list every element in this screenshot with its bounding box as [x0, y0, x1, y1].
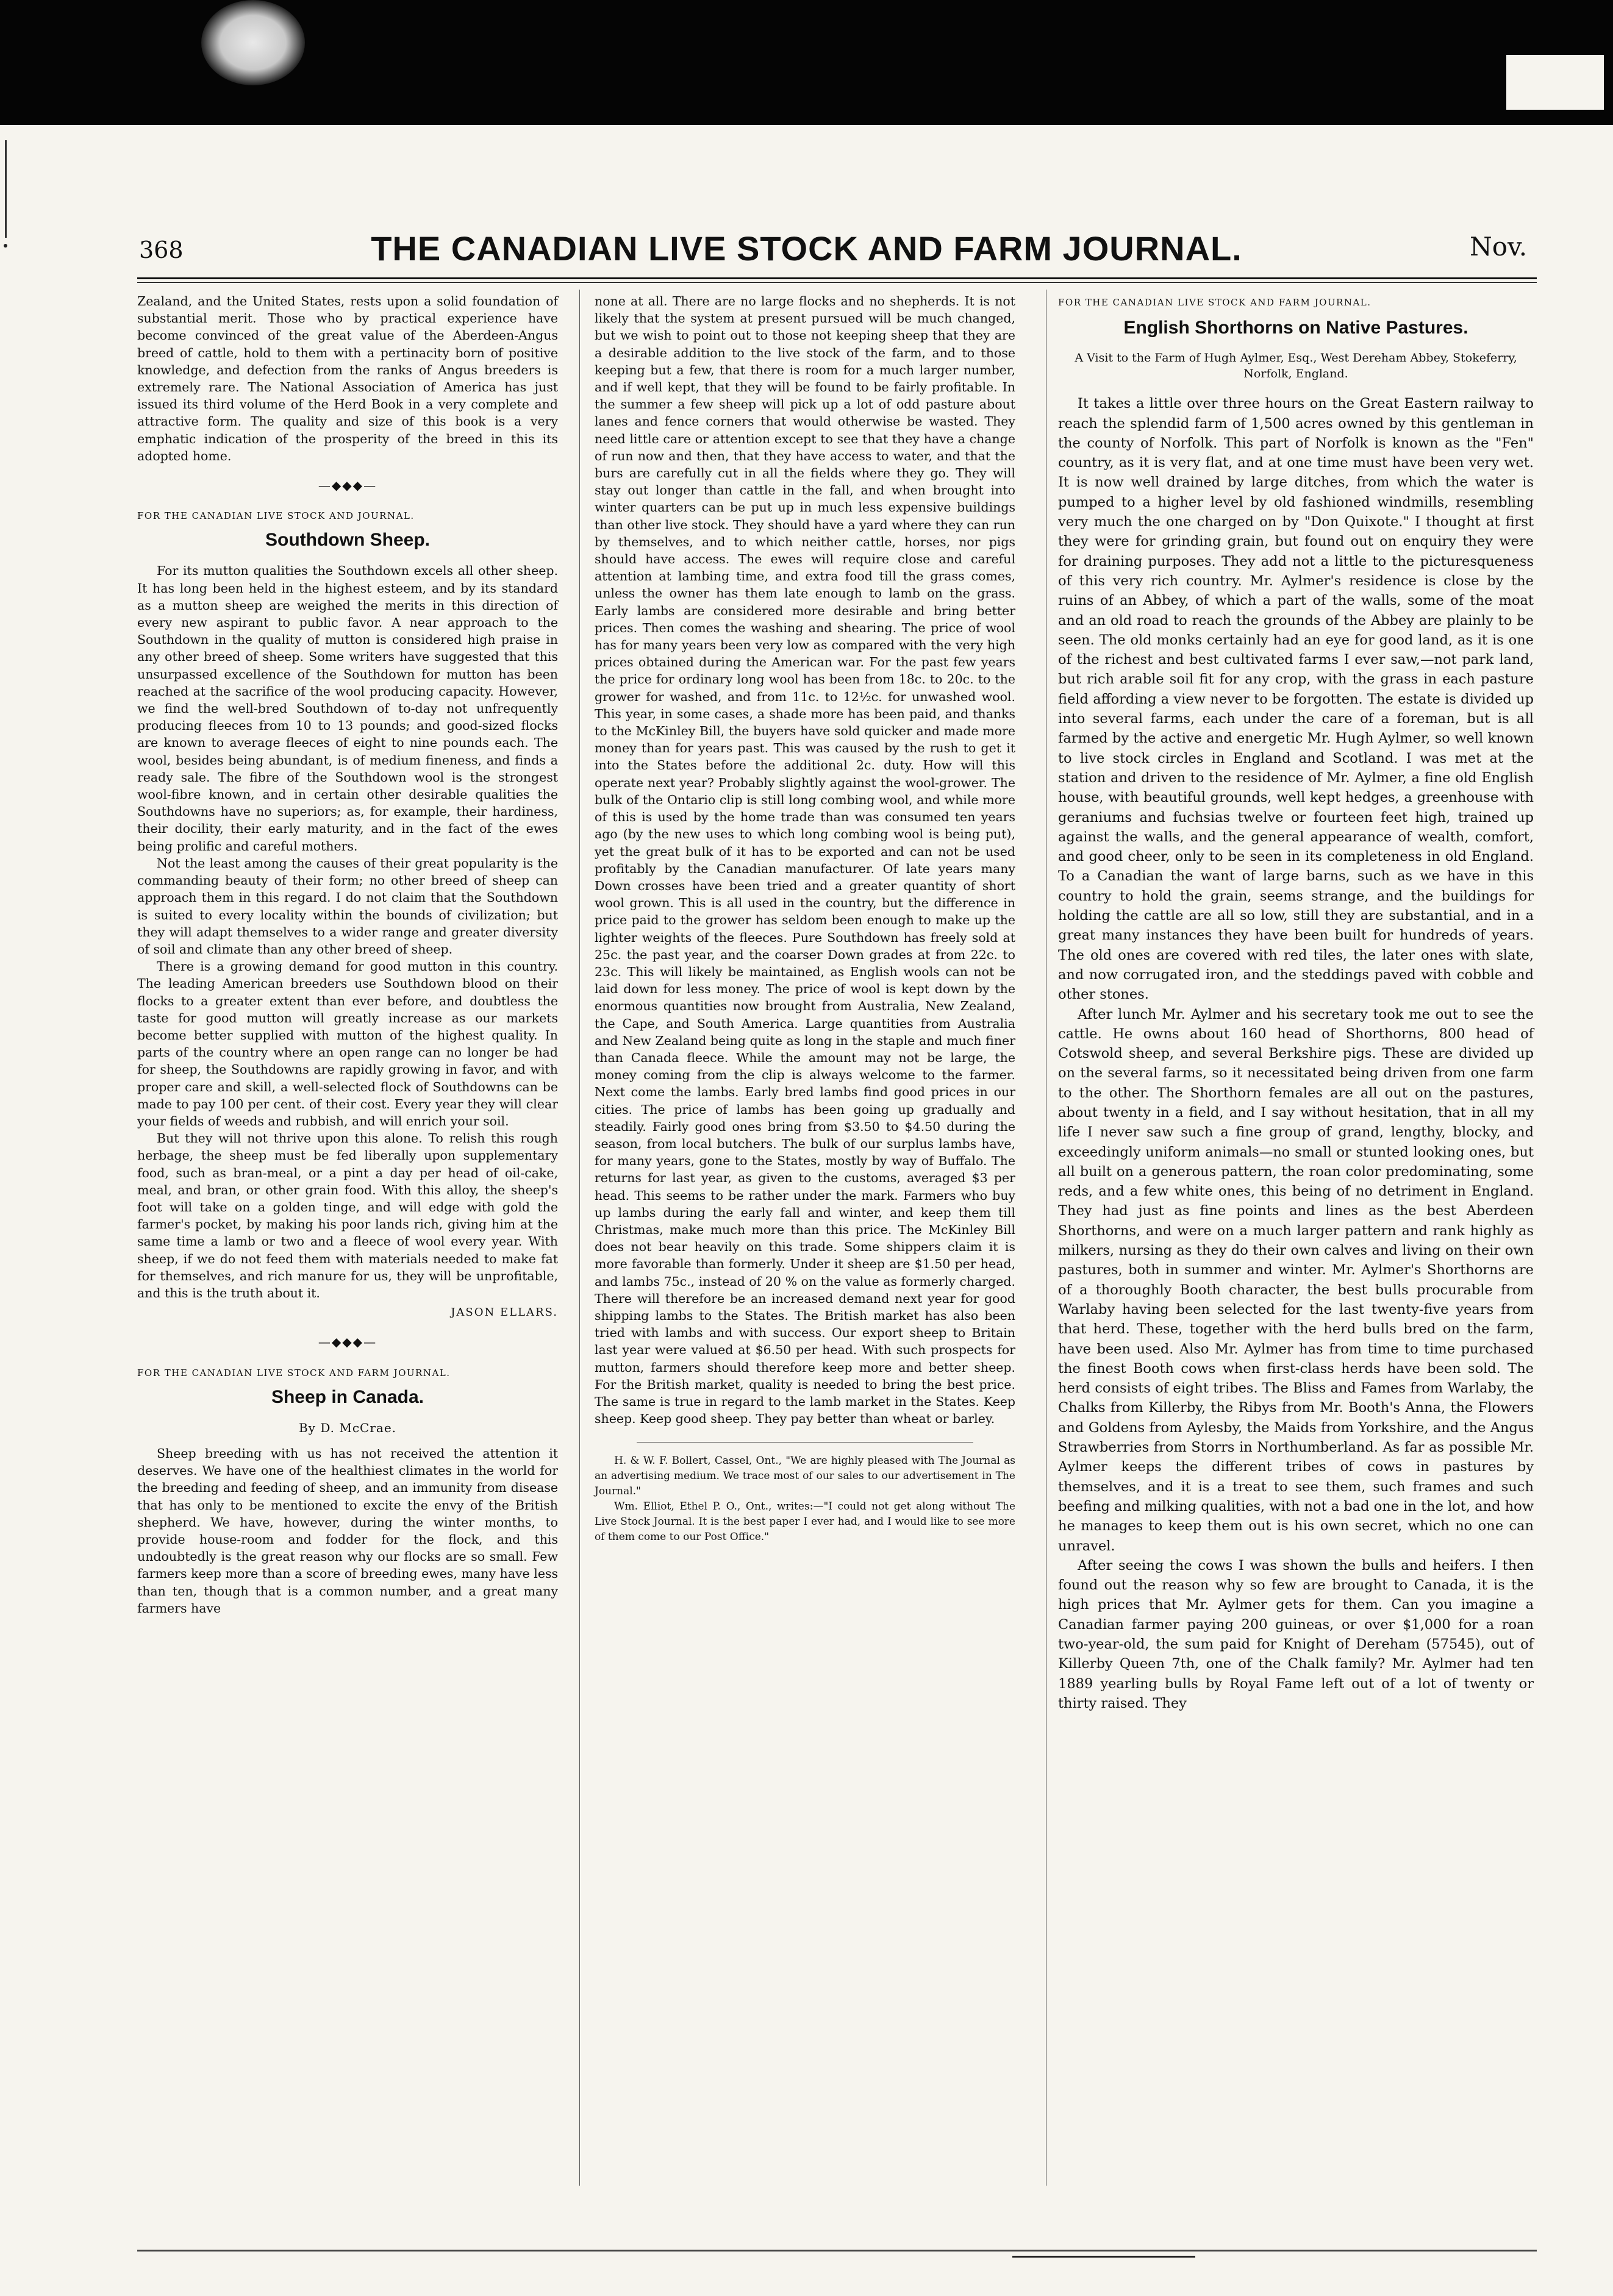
paragraph: There is a growing demand for good mutton in this country. The leading American breeders use Southdown blood on their flocks to a greater extent than ever before, and doubtless the taste for good mutton will greatly increase as our markets become better supplied with mutton of the highest quality. In parts of the country where an open range can no longer be had for sheep, the Southdowns are rapidly growing in favor, and with proper care and skill, a well-selected flock of Southdowns can be made to pay 100 per cent. of their cost. Every year they will clear your fields of weeds and rubbish, and will enrich your soil.	[137, 959, 558, 1128]
scan-corner-mark	[1506, 55, 1604, 110]
article-byline: By D. McCrae.	[298, 1420, 397, 1435]
author-signature: JASON ELLARS.	[451, 1306, 558, 1319]
article-continuation: Zealand, and the United States, rests upon a solid foundation of substantial merit. Those who by practical experience have become convinced of the great value of the Aberdeen-Angus breed of cattle, hold to them with a pertinacity born of positive knowledge, and defection from the ranks of Angus breeders is extremely rare. The National Association of America has just issued its third volume of the Herd Book in a very complete and attractive form. The quality and size of this book is a very emphatic indication of the prosperity of the breed in this its adopted home.	[137, 294, 558, 463]
scan-blemish	[201, 0, 305, 85]
testimonial: H. & W. F. Bollert, Cassel, Ont., "We are highly pleased with The Journal as an advertising medium. We trace most of our sales to our advertisement in The Journal."	[595, 1455, 1015, 1498]
section-ornament: —◆◆◆—	[318, 1335, 377, 1350]
column-middle	[595, 293, 1015, 1545]
section-ornament: —◆◆◆—	[318, 478, 377, 493]
column-divider	[579, 290, 580, 2186]
page-number: 368	[139, 237, 184, 263]
article-title-shorthorns: English Shorthorns on Native Pastures.	[1123, 318, 1468, 338]
article-source: FOR THE CANADIAN LIVE STOCK AND FARM JOURNAL.	[1058, 297, 1372, 308]
issue-month: Nov.	[1470, 232, 1528, 262]
article-title-southdown: Southdown Sheep.	[265, 530, 430, 551]
footer-mark	[1012, 2256, 1195, 2258]
scan-margin-mark	[5, 140, 7, 238]
column-left	[137, 293, 558, 1617]
paragraph: After seeing the cows I was shown the bulls and heifers. I then found out the reason why so few are brought to Canada, it is the high prices that Mr. Aylmer gets for them. Can you imagine a Canadian farmer paying 200 guineas, or over $1,000 for a roan two-year-old, the sum paid for Knight of Dereham (57545), out of Killerby Queen 7th, one of the Chalk family? Mr. Aylmer had ten 1889 yearling bulls by Royal Fame left out of a lot of twenty or thirty raised. They	[1058, 1557, 1534, 1711]
paragraph: Not the least among the causes of their great popularity is the commanding beauty of their form; no other breed of sheep can approach them in this regard. I do not claim that the Southdown is suited to every locality within the bounds of civilization; but they will adapt themselves to a wider range and greater diversity of soil and climate than any other breed of sheep.	[137, 855, 558, 957]
footer-rule	[137, 2250, 1537, 2251]
article-subtitle: A Visit to the Farm of Hugh Aylmer, Esq., West Dereham Abbey, Stokeferry, Norfolk, England.	[1075, 351, 1517, 381]
journal-title: THE CANADIAN LIVE STOCK AND FARM JOURNAL.	[371, 229, 1242, 268]
header-rule-thin	[137, 282, 1537, 283]
article-source: FOR THE CANADIAN LIVE STOCK AND JOURNAL.	[137, 510, 415, 522]
paragraph: It takes a little over three hours on the Great Eastern railway to reach the splendid farm of 1,500 acres owned by this gentleman in the county of Norfolk. This part of Norfolk is known as the "Fen" country, as it is very flat, and at one time must have been very wet. It is now well drained by large ditches, from which the water is pumped to a higher level by old fashioned windmills, resembling very much the one charged on by "Don Quixote." I thought at first they were for grinding grain, but found out on enquiry they were for draining purposes. They add not a little to the picturesqueness of this very rich country. Mr. Aylmer's residence is close by the ruins of an Abbey, of which a part of the walls, some of the moat and an old road to reach the grounds of the Abbey are plainly to be seen. The old monks certainly had an eye for good land, as it is one of the richest and best cultivated farms I ever saw,—not park land, but rich arable soil fit for any crop, with the grass in each pasture field affording a view never to be forgotten. The estate is divided up into several farms, each under the care of a foreman, but is all farmed by the active and energetic Mr. Hugh Aylmer, so well known to live stock circles in England and Scotland. I was met at the station and driven to the residence of Mr. Aylmer, a fine old English house, with beautiful grounds, well kept hedges, a greenhouse with geraniums and fuchsias twelve or fourteen feet high, trained up against the walls, and the general appearance of wealth, comfort, and good cheer, only to be seen in its completeness in old England. To a Canadian the want of large barns, such as we have in this country to hold the grain, seems strange, and the buildings for holding the cattle are all so low, still they are substantial, and in a great many instances they have been built for hundreds of years. The old ones are covered with red tiles, the later ones with slate, and now corrugated iron, and the steddings paved with cobble and other stones.	[1058, 396, 1534, 1003]
paragraph: But they will not thrive upon this alone. To relish this rough herbage, the sheep must be fed liberally upon supplementary food, such as bran-meal, or a pint a day per head of oil-cake, meal, and bran, or other grain food. With this alloy, the sheep's foot will take on a golden tinge, and will edge with gold the farmer's pocket, by making his poor lands rich, giving him at the same time a lamb or two and a fleece of wool every year. With sheep, if we do not feed them with materials needed to make fat for themselves, and rich manure for us, they will be unprofitable, and this is the truth about it.	[137, 1131, 558, 1300]
article-title-sheep-canada: Sheep in Canada.	[271, 1386, 424, 1407]
column-right	[1058, 293, 1534, 1713]
article-source: FOR THE CANADIAN LIVE STOCK AND FARM JOURNAL.	[137, 1367, 451, 1378]
paragraph: After lunch Mr. Aylmer and his secretary took me out to see the cattle. He owns about 160 head of Shorthorns, 800 head of Cotswold sheep, and several Berkshire pigs. These are divided up on the several farms, so it necessitated being driven from one farm to the other. The Shorthorn females are all out on the pastures, about twenty in a field, and I say without hesitation, that in all my life I never saw such a fine group of grand, lengthy, blocky, and exceedingly uniform animals—no small or stunted looking ones, but all built on a generous pattern, the roan color predominating, some reds, and a few white ones, this being of no detriment in England. They had just as fine points and lines as the best Aberdeen Shorthorns, and were on a much larger pattern and rank highly as milkers, nursing as they do their own calves and living on their own pastures, both in summer and winter. Mr. Aylmer's Shorthorns are of a thoroughly Booth character, the best bulls procurable from Warlaby having been selected for the last twenty-five years from that herd. These, together with the herd bulls bred on the farm, have been used. Also Mr. Aylmer has from time to time purchased the finest Booth cows when first-class herds have been sold. The herd consists of eight tribes. The Bliss and Fames from Warlaby, the Chalks from Killerby, the Ribys from Mr. Booth's Anna, the Flowers and Goldens from Aylesby, the Maids from Yorkshire, and the Angus Strawberries from Storrs in Northumberland. As far as possible Mr. Aylmer keeps the different tribes of cows in pastures by themselves, and it is a treat to see them, such frames and such beefing and milking qualities, with not a bad one in the lot, and how he manages to keep them out is his own secret, which no one can unravel.	[1058, 1006, 1534, 1554]
paragraph: Sheep breeding with us has not received the attention it deserves. We have one of the healthiest climates in the world for the breeding and feeding of sheep, and an immunity from disease that has only to be mentioned to excite the envy of the British shepherd. We have, however, during the winter months, to provide house-room and fodder for the flock, and this undoubtedly is the great reason why our flocks are so small. Few farmers keep more than a score of breeding ewes, many have less than ten, though that is a common number, and a great many farmers have	[137, 1446, 558, 1616]
paragraph: none at all. There are no large flocks and no shepherds. It is not likely that the system at present pursued will be much changed, but we wish to point out to those not keeping sheep that they are a desirable addition to the live stock of the farm, and to those keeping but a few, that there is room for a much larger number, and if well kept, that they will be found to be fairly profitable. In the summer a few sheep will pick up a lot of odd pasture about lanes and fence corners that would otherwise be wasted. They need little care or attention except to see that they have a change of run now and then, that they have access to water, and that the burs are carefully cut in all the fields where they go. They will stay out longer than cattle in the fall, and when brought into winter quarters can be put up in much less expensive buildings than other live stock. They should have a yard where they can run by themselves, and to which neither cattle, horses, nor pigs should have access. The ewes will require close and careful attention at lambing time, and extra food till the grass comes, unless the owner has them late enough to lamb on the grass. Early lambs are considered more desirable and bring better prices. Then comes the washing and shearing. The price of wool has for many years been very low as compared with the very high prices obtained during the American war. For the past few years the price for ordinary long wool has been from 18c. to 20c. to the grower for washed, and from 11c. to 12½c. for unwashed wool. This year, in some cases, a shade more has been paid, and thanks to the McKinley Bill, the buyers have sold quicker and made more money than for years past. This was caused by the rush to get it into the States before the additional 2c. duty. How will this operate next year? Probably slightly against the wool-grower. The bulk of the Ontario clip is still long combing wool, and while more of this is used by the home trade than was consumed ten years ago (by the new uses to which long combing wool is being put), yet the great bulk of it has to be exported and can not be used profitably by the Canadian manufacturer. Of late years many Down crosses have been tried and a greater quantity of short wool grown. This is all used in the country, but the difference in price paid to the grower has seldom been enough to make up the lighter weights of the fleeces. Pure Southdown has freely sold at 25c. the past year, and the coarser Down grades at from 22c. to 23c. This will likely be maintained, as English wools can not be laid down for less money. The price of wool is kept down by the enormous quantities now brought from Australia, New Zealand, the Cape, and South America. Large quantities from Australia and New Zealand being quite as long in the staple and much finer than Canada fleece. While the amount may not be large, the money coming from the clip is always welcome to the farmer. Next come the lambs. Early bred lambs find good prices in our cities. The price of lambs has been going up gradually and steadily. Fairly good ones bring from $3.50 to $4.50 during the season, from local butchers. The bulk of our surplus lambs have, for many years, gone to the States, mostly by way of Buffalo. The returns for last year, as given to the customs, averaged $3 per head. This seems to be rather under the mark. Farmers who buy up lambs during the early fall and winter, and keep them till Christmas, make much more than this price. The McKinley Bill does not bear heavily on this trade. Some shippers claim it is more favorable than formerly. Under it sheep are $1.50 per head, and lambs 75c., instead of 20 % on the value as formerly charged. There will therefore be an increased demand next year for good shipping lambs to the States. The British market has also been tried with lambs and with success. Our export sheep to Britain last year were valued at $6.50 per head. With such prospects for mutton, farmers should therefore keep more and better sheep. For the British market, quality is needed to bring the best price. The same is true in regard to the lamb market in the States. Keep sheep. Keep good sheep. They pay better than wheat or barley.	[595, 294, 1015, 1427]
paragraph: For its mutton qualities the Southdown excels all other sheep. It has long been held in the highest esteem, and by its standard as a mutton sheep are weighed the merits in this direction of every new aspirant to public favor. A near approach to the Southdown in the quality of mutton is considered high praise in any other breed of sheep. Some writers have suggested that this unsurpassed excellence of the Southdown for mutton has been reached at the sacrifice of the wool producing capacity. However, we find the well-bred Southdown of to-day not unfrequently producing fleeces from 10 to 13 pounds; and good-sized flocks are known to average fleeces of eight to nine pounds each. The wool, besides being abundant, is of medium fineness, and finds a ready sale. The fibre of the Southdown wool is the strongest wool-fibre known, and in certain other desirable qualities the Southdowns have no superiors; as, for example, their hardiness, their docility, their early maturity, and in the fact of the ewes being prolific and careful mothers.	[137, 563, 558, 854]
header-rule	[137, 277, 1537, 279]
testimonial: Wm. Elliot, Ethel P. O., Ont., writes:—"I could not get along without The Live Stock Journal. It is the best paper I ever had, and I would like to see more of them come to our Post Office."	[595, 1500, 1015, 1544]
